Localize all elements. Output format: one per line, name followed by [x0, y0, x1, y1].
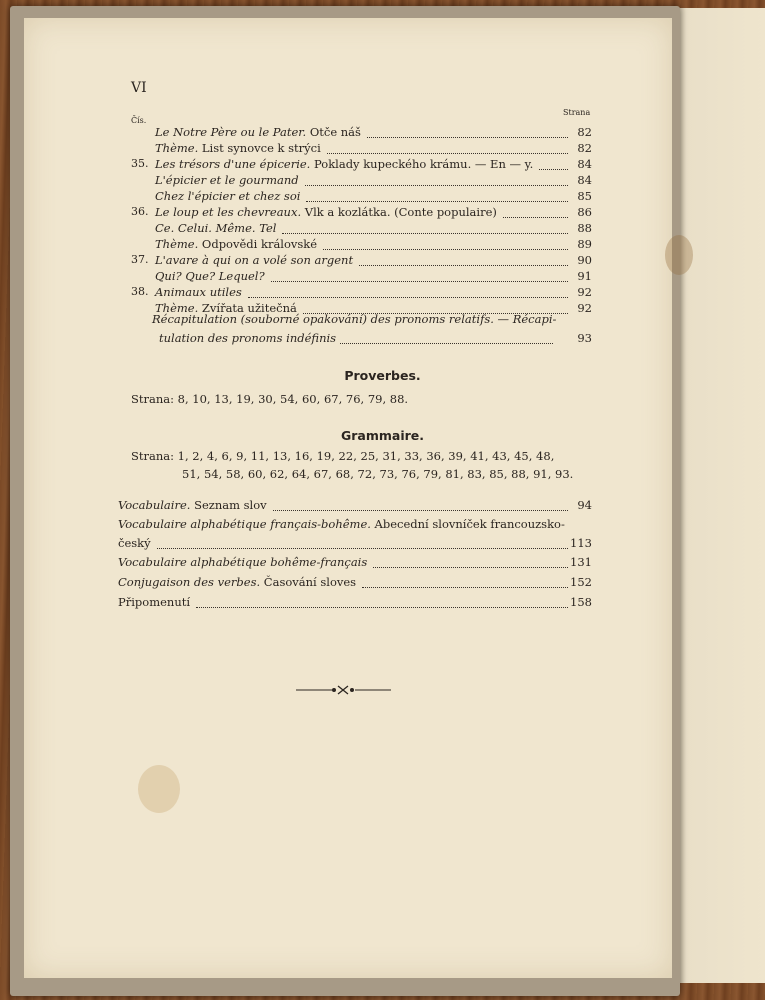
- toc-entry: [0, 205, 765, 221]
- toc-entry: [0, 221, 765, 237]
- leader-dots: [271, 281, 568, 282]
- appendix-entry: [0, 575, 765, 591]
- entry-page: 82: [577, 125, 592, 139]
- leader-dots: [327, 153, 568, 154]
- entry-title-italic: Vocabulaire.: [118, 498, 191, 512]
- entry-title: [118, 555, 367, 569]
- entry-title-czech: Poklady kupeckého krámu. — En — y.: [310, 157, 534, 171]
- entry-title: [155, 125, 361, 139]
- ornament-divider: [296, 683, 391, 697]
- leader-dots: [157, 548, 568, 549]
- entry-page: 91: [577, 269, 592, 283]
- leader-dots: [503, 217, 568, 218]
- entry-title-italic: Qui? Que? Lequel?: [155, 269, 265, 283]
- recap-page: 93: [577, 331, 592, 345]
- appendix-entry: [0, 555, 765, 571]
- entry-title-czech: Zvířata užitečná: [198, 301, 297, 315]
- leader-dots: [248, 297, 568, 298]
- entry-title: [155, 285, 242, 299]
- entry-title-czech: Abecední slovníček francouzsko-: [370, 517, 565, 531]
- entry-page: 89: [577, 237, 592, 251]
- grammaire-heading: Grammaire.: [340, 428, 425, 443]
- entry-title-italic: Chez l'épicier et chez soi: [155, 189, 301, 203]
- leader-dots: [196, 607, 568, 608]
- toc-entry: [0, 189, 765, 205]
- lesson-number: 37.: [131, 253, 149, 266]
- entry-title-cont: český: [118, 536, 151, 550]
- entry-page: 152: [570, 575, 592, 589]
- proverbes-heading: Proverbes.: [344, 368, 421, 383]
- leader-dots: [282, 233, 568, 234]
- appendix-entry: [0, 517, 765, 533]
- entry-title-italic: Ce. Celui. Même. Tel: [155, 221, 277, 235]
- entry-title-italic: Thème.: [155, 301, 199, 315]
- entry-page: 84: [577, 173, 592, 187]
- toc-entry: [0, 173, 765, 189]
- toc-entry: [0, 141, 765, 157]
- leader-dots: [359, 265, 568, 266]
- toc-entry: [0, 125, 765, 141]
- entry-page: 92: [577, 285, 592, 299]
- recap-line-2: [0, 331, 765, 347]
- entry-title-italic: Le loup et les chevreaux.: [155, 205, 302, 219]
- leader-dots: [362, 587, 568, 588]
- column-header-strana: Strana: [563, 108, 591, 117]
- entry-title-italic: Thème.: [155, 237, 199, 251]
- entry-title: [118, 575, 356, 589]
- entry-title-italic: Vocabulaire alphabétique bohême-français: [118, 555, 368, 569]
- entry-title: [155, 237, 317, 251]
- entry-title-italic: Les trésors d'une épicerie.: [155, 157, 311, 171]
- entry-title: [118, 595, 190, 609]
- entry-title-italic: Le Notre Père ou le Pater.: [155, 125, 307, 139]
- entry-title-czech: Připomenutí: [118, 595, 191, 609]
- entry-title: [155, 157, 533, 171]
- entry-title-italic: Thème.: [155, 141, 199, 155]
- column-header-cis: Čís.: [131, 116, 147, 125]
- page-number: VI: [131, 80, 147, 96]
- entry-title: [118, 498, 267, 512]
- entry-title-czech: Časování sloves: [260, 575, 357, 589]
- entry-title-italic: L'avare à qui on a volé son argent: [155, 253, 354, 267]
- leader-dots: [323, 249, 568, 250]
- entry-page: 131: [570, 555, 592, 569]
- toc-entry: [0, 237, 765, 253]
- leader-dots: [305, 185, 568, 186]
- entry-title: [155, 205, 497, 219]
- entry-title-czech: Seznam slov: [190, 498, 267, 512]
- entry-title-czech: Vlk a kozlátka. (Conte populaire): [301, 205, 497, 219]
- leader-dots: [539, 169, 568, 170]
- entry-page: 92: [577, 301, 592, 315]
- entry-title-czech: Otče náš: [306, 125, 361, 139]
- entry-title: [155, 269, 265, 283]
- lesson-number: 38.: [131, 285, 149, 298]
- entry-page: 158: [570, 595, 592, 609]
- entry-title: [155, 189, 300, 203]
- recap-title-cont: tulation des pronoms indéfinis: [159, 331, 337, 345]
- leader-dots: [367, 137, 568, 138]
- appendix-entry: [0, 595, 765, 611]
- toc-entry: [0, 157, 765, 173]
- entry-page: 85: [577, 189, 592, 203]
- entry-title: [155, 253, 353, 267]
- appendix-entry: [0, 498, 765, 514]
- entry-title-italic: L'épicier et le gourmand: [155, 173, 299, 187]
- toc-entry: [0, 285, 765, 301]
- entry-title-czech: Odpovědi královské: [198, 237, 318, 251]
- entry-title-italic: Conjugaison des verbes.: [118, 575, 261, 589]
- entry-title: [118, 517, 565, 531]
- entry-page: 88: [577, 221, 592, 235]
- lesson-number: 35.: [131, 157, 149, 170]
- recap-line-1: [152, 312, 556, 326]
- leader-dots: [373, 567, 568, 568]
- entry-title: [155, 141, 321, 155]
- entry-page: 84: [577, 157, 592, 171]
- recap-title-italic: Récapitulation: [152, 312, 237, 326]
- grammaire-pages-1: Strana: 1, 2, 4, 6, 9, 11, 13, 16, 19, 22, 25, 31, 33, 36, 39, 41, 43, 45, 48,: [131, 449, 555, 463]
- lesson-number: 36.: [131, 205, 149, 218]
- toc-entry: [0, 269, 765, 285]
- entry-title-italic: Vocabulaire alphabétique français-bohême.: [118, 517, 371, 531]
- proverbes-pages: Strana: 8, 10, 13, 19, 30, 54, 60, 67, 76, 79, 88.: [131, 392, 409, 406]
- entry-page: 90: [577, 253, 592, 267]
- leader-dots: [340, 343, 553, 344]
- entry-title-italic: Animaux utiles: [155, 285, 242, 299]
- appendix-entry-continuation: [0, 536, 765, 552]
- entry-page: 86: [577, 205, 592, 219]
- entry-title-czech: List synovce k strýci: [198, 141, 321, 155]
- entry-title: [155, 173, 299, 187]
- recap-title-rest: (souborné opakování) des pronoms relatifs. — Récapi-: [237, 312, 557, 326]
- page-stain: [138, 765, 180, 813]
- entry-page: 94: [577, 498, 592, 512]
- entry-title: [155, 221, 276, 235]
- grammaire-pages-2: 51, 54, 58, 60, 62, 64, 67, 68, 72, 73, 76, 79, 81, 83, 85, 88, 91, 93.: [182, 467, 574, 481]
- toc-entry: [0, 253, 765, 269]
- leader-dots: [273, 510, 568, 511]
- entry-page: 113: [570, 536, 592, 550]
- leader-dots: [306, 201, 568, 202]
- entry-page: 82: [577, 141, 592, 155]
